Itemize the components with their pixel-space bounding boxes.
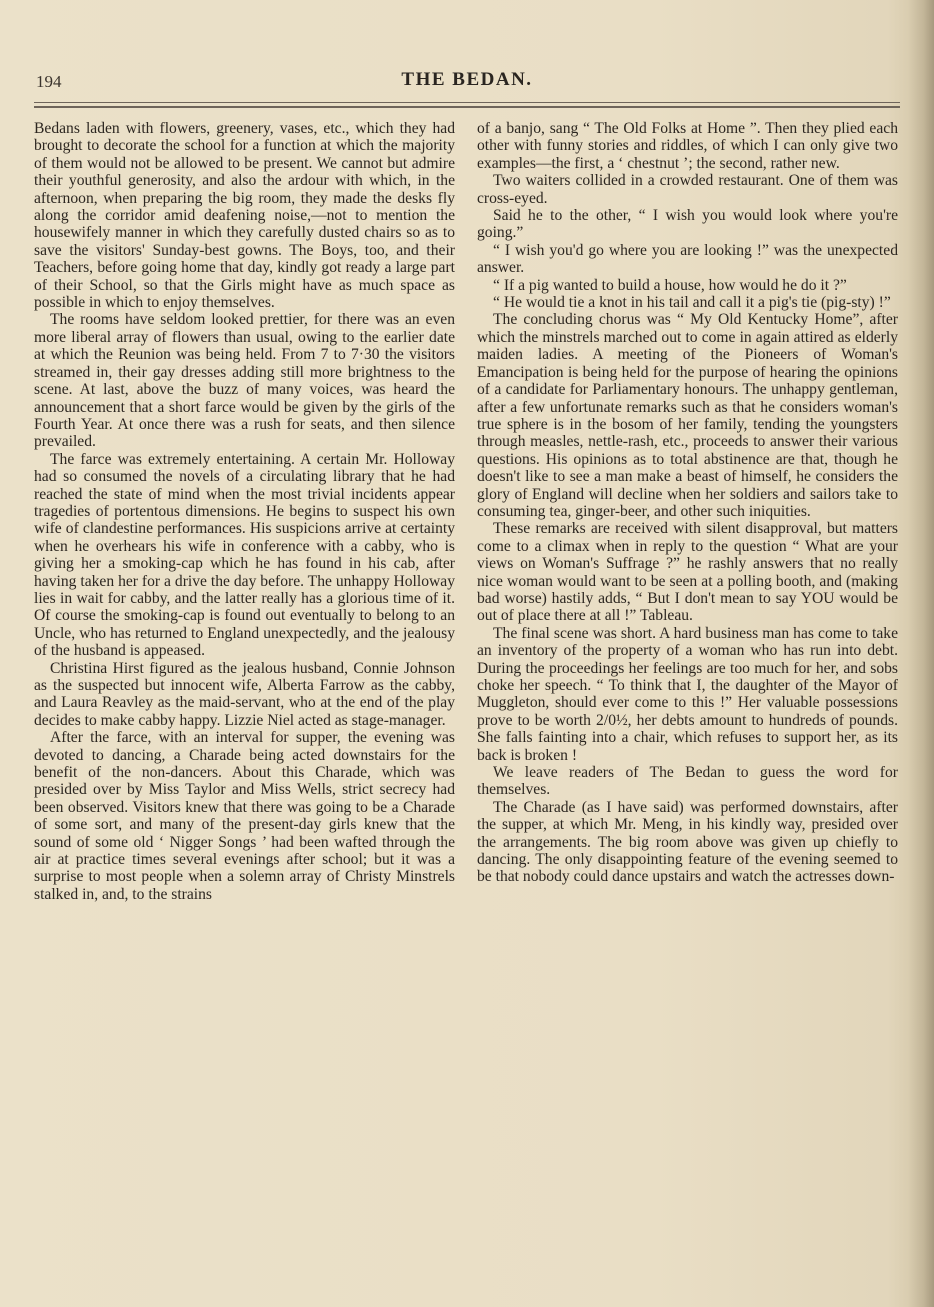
paragraph: After the farce, with an interval for supper, the evening was devoted to dancing, a Charade being acted downstairs for the benefit of the non-dancers. About this Charade, which was presided over by Miss Taylor and Miss Wells, strict secrecy had been observed. Visitors knew that there was going to be a Charade of some sort, and many of the present-day girls knew that the sound of some old ‘ Nigger Songs ’ had been wafted through the air at practice times several evenings after school; but it was a surprise to most people when a solemn array of Christy Minstrels stalked in, and, to the strains — [34, 729, 455, 903]
running-title: THE BEDAN. — [401, 69, 533, 90]
paragraph: Two waiters collided in a crowded restaurant. One of them was cross-eyed. — [477, 172, 898, 207]
paragraph: of a banjo, sang “ The Old Folks at Home ”. Then they plied each other with funny stories and riddles, of which I can only give two examples—the first, a ‘ chestnut ’; the second, rather new. — [477, 120, 898, 172]
paragraph: Bedans laden with flowers, greenery, vases, etc., which they had brought to decorate the school for a function at which the majority of them would not be allowed to be present. We cannot but admire their youthful generosity, and also the ardour with which, in the afternoon, when preparing the big room, they made the desks fly along the corridor amid deafening noise,—not to mention the housewifely manner in which they carefully dusted chairs so as to save the visitors' Sunday-best gowns. The Boys, too, and their Teachers, before going home that day, kindly got ready a large part of their School, so that the Girls might have as much space as possible in which to enjoy themselves. — [34, 120, 455, 312]
paragraph: “ If a pig wanted to build a house, how would he do it ?” — [493, 276, 847, 294]
paragraph: These remarks are received with silent disapproval, but matters come to a climax when in reply to the question “ What are your views on Woman's Suffrage ?” he rashly answers that no really nice woman would want to be seen at a polling booth, and (making bad worse) hastily adds, “ But I don't mean to say YOU would be out of place there at all !” Tableau. — [477, 520, 898, 625]
paragraph: The final scene was short. A hard business man has come to take an inventory of the property of a woman who has run into debt. During the proceedings her feelings are too much for her, and sobs choke her speech. “ To think that I, the daughter of the Mayor of Muggleton, should ever come to this !” Her valuable possessions prove to be worth 2/0½, her debts amount to hundreds of pounds. She falls fainting into a chair, which refuses to support her, as its back is broken ! — [477, 624, 898, 764]
paragraph: We leave readers of The Bedan to guess the word for themselves. — [477, 764, 898, 799]
right-column — [477, 120, 898, 886]
left-column — [34, 120, 455, 903]
paragraph: “ He would tie a knot in his tail and call it a pig's tie (pig-sty) !” — [493, 294, 891, 312]
page-edge-shadow — [908, 0, 934, 1307]
paragraph: The concluding chorus was “ My Old Kentucky Home”, after which the minstrels marched out to come in again attired as elderly maiden ladies. A meeting of the Pioneers of Woman's Emancipation is being held for the purpose of hearing the opinions of a candidate for Parliamentary honours. The unhappy gentleman, after a few unfortunate remarks such as that he considers woman's true sphere is in the bosom of her family, tending the youngsters through measles, nettle-rash, etc., proceeds to answer their various questions. His opinions as to total abstinence are that, though he doesn't like to see a man make a beast of himself, he considers the glory of England will decline when her soldiers and sailors take to consuming tea, ginger-beer, and other such iniquities. — [477, 311, 898, 520]
page-number: 194 — [36, 72, 62, 91]
paragraph: The Charade (as I have said) was performed downstairs, after the supper, at which Mr. Meng, in his kindly way, presided over the arrangements. The big room above was given up chiefly to dancing. The only disappointing feature of the evening seemed to be that nobody could dance upstairs and watch the actresses down- — [477, 798, 898, 886]
paragraph: The farce was extremely entertaining. A certain Mr. Holloway had so consumed the novels of a circulating library that he had reached the state of mind when the most trivial incidents appear tragedies of portentous dimensions. He begins to suspect his own wife of clandestine performances. His suspicions arrive at certainty when he overhears his wife in conference with a cabby, who is giving her a smoking-cap which he has found in his cab, after having taken her for a drive the day before. The unhappy Holloway lies in wait for cabby, and the latter really has a glorious time of it. Of course the smoking-cap is found out eventually to belong to an Uncle, who has returned to England unexpectedly, and the jealousy of the husband is appeased. — [34, 450, 455, 660]
paragraph: Christina Hirst figured as the jealous husband, Connie Johnson as the suspected but innocent wife, Alberta Farrow as the cabby, and Laura Reavley as the maid-servant, who at the end of the play decides to make cabby happy. Lizzie Niel acted as stage-manager. — [34, 659, 455, 729]
page-header — [36, 66, 898, 96]
header-rule-thin — [34, 102, 900, 103]
paragraph: “ I wish you'd go where you are looking !” was the unexpected answer. — [477, 241, 898, 277]
paragraph: Said he to the other, “ I wish you would look where you're going.” — [477, 207, 898, 242]
paragraph: The rooms have seldom looked prettier, for there was an even more liberal array of flowers than usual, owing to the earlier date at which the Reunion was being held. From 7 to 7·30 the visitors streamed in, their gay dresses adding still more brightness to the scene. At last, above the buzz of many voices, was heard the announcement that a short farce would be given by the girls of the Fourth Year. At once there was a rush for seats, and then silence prevailed. — [34, 311, 455, 451]
header-rule-thick — [34, 106, 900, 108]
